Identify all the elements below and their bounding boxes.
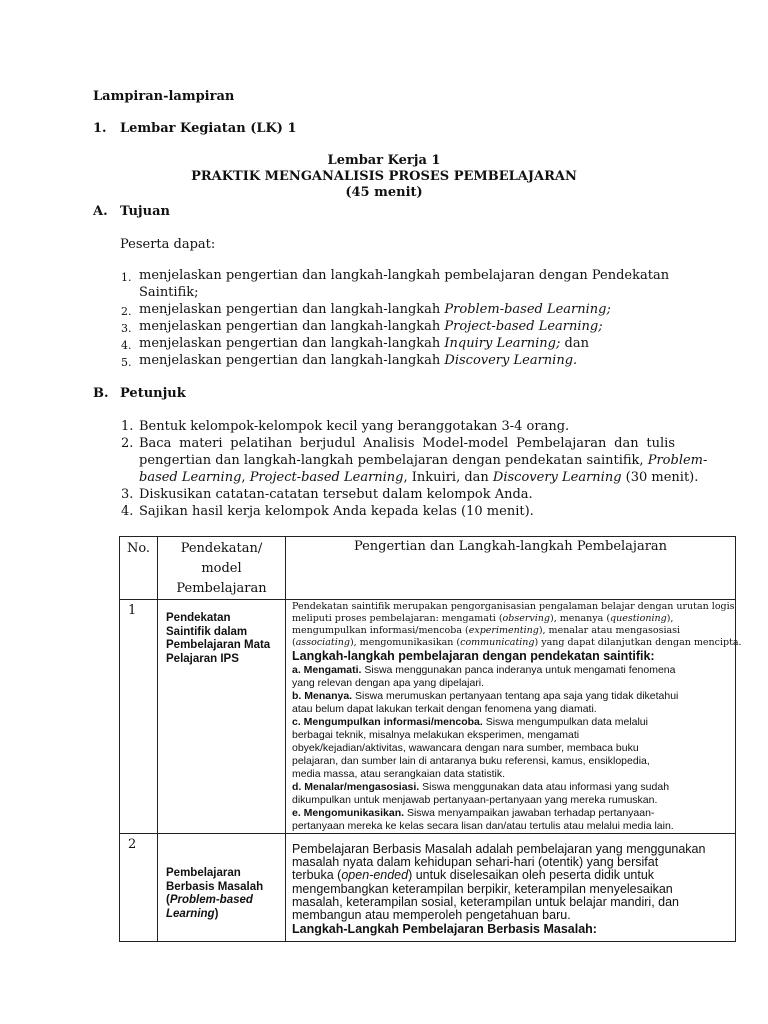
list-item-text-cont: based Learning, Project-based Learning, Inkuiri, dan Discovery Learning (30 menit).	[139, 470, 699, 485]
row-description: Pendekatan saintifik merupakan pengorganisasian pengalaman belajar dengan urutan logis meliputi proses pembelajaran: mengamati (observing), menanya (questioning), mengumpulkan informasi/mencoba (experimenting), menalar atau mengasosiasi (associating), mengomunikasikan (communicating) yang dapat dilanjutkan dengan mencipta. Langkah-langkah pembelajaran dengan pendekatan saintifik: a. Mengamati. Siswa menggunakan panca inderanya untuk mengamati fenomena yang relevan dengan apa yang dipelajari. b. Menanya. Siswa merumuskan pertanyaan tentang apa saja yang tidak diketahui atau belum dapat lakukan terkait dengan fenomena yang diamati. c. Mengumpulkan informasi/mencoba. Siswa mengumpulkan data melalui berbagai teknik, misalnya melakukan eksperimen, mengamati obyek/kejadian/aktivitas, wawancara dengan nara sumber, membaca buku pelajaran, dan sumber lain di antaranya buku referensi, kamus, ensiklopedia, media massa, atau serangkaian data statistik. d. Menalar/mengasosiasi. Siswa menggunakan data atau informasi yang sudah dikumpulkan untuk menjawab pertanyaan-pertanyaan yang mereka rumuskan. e. Mengomunikasikan. Siswa menyampaikan jawaban terhadap pertanyaan- pertanyaan mereka ke kelas secara lisan dan/atau tertulis atau melalui media lain.	[286, 600, 736, 834]
list-item-text-cont: pengertian dan langkah-langkah pembelajaran dengan pendekatan saintifik, Problem-	[139, 453, 708, 468]
list-item: menjelaskan pengertian dan langkah-langkah Discovery Learning.	[139, 353, 578, 368]
list-item-number: 3.	[121, 322, 132, 335]
list-item: menjelaskan pengertian dan langkah-langkah Problem-based Learning;	[139, 302, 611, 317]
row-model: Pendekatan Saintifik dalam Pembelajaran Mata Pelajaran IPS	[158, 600, 286, 834]
sheet-title: Lembar Kerja 1	[327, 153, 441, 168]
sheet-duration: (45 menit)	[345, 185, 423, 200]
list-item-number: 3.	[121, 487, 134, 502]
section1-title: Lembar Kegiatan (LK) 1	[120, 121, 297, 136]
list-item: menjelaskan pengertian dan langkah-langkah Project-based Learning;	[139, 319, 603, 334]
list-item-text: menjelaskan pengertian dan langkah-langkah pembelajaran dengan Pendekatan	[139, 268, 670, 283]
sectionA-title: Tujuan	[120, 204, 170, 219]
row-description: Pembelajaran Berbasis Masalah adalah pembelajaran yang menggunakan masalah nyata dalam kehidupan sehari-hari (otentik) yang bersifat terbuka (open-ended) untuk diselesaikan oleh peserta didik untuk mengembangkan keterampilan berpikir, keterampilan menyelesaikan masalah, keterampilan sosial, keterampilan untuk belajar mandiri, dan membangun atau memperoleh pengetahuan baru. Langkah-Langkah Pembelajaran Berbasis Masalah:	[286, 834, 736, 942]
list-item-text: Diskusikan catatan-catatan tersebut dalam kelompok Anda.	[139, 487, 533, 502]
list-item-text: Baca materi pelatihan berjudul Analisis Model-model Pembelajaran dan tulis	[139, 436, 675, 451]
section1-number: 1.	[93, 121, 107, 136]
header-model: Pendekatan/ model Pembelajaran	[158, 537, 286, 600]
list-item-text: Sajikan hasil kerja kelompok Anda kepada kelas (10 menit).	[139, 504, 534, 519]
steps-title: Langkah-langkah pembelajaran dengan pendekatan saintifik:	[292, 649, 655, 663]
list-item: menjelaskan pengertian dan langkah-langkah Inquiry Learning; dan	[139, 336, 589, 351]
row-number: 1	[120, 600, 158, 834]
table-row	[120, 834, 736, 942]
row-number: 2	[120, 834, 158, 942]
list-item-number: 2.	[121, 305, 132, 318]
header-description: Pengertian dan Langkah-langkah Pembelajaran	[286, 537, 736, 600]
list-item-number: 1.	[121, 271, 132, 284]
list-item-number: 1.	[121, 419, 134, 434]
steps-title: Langkah-Langkah Pembelajaran Berbasis Masalah:	[292, 922, 597, 937]
list-item-number: 5.	[121, 356, 132, 369]
sectionB-letter: B.	[93, 386, 109, 401]
list-item-number: 4.	[121, 339, 132, 352]
list-item-number: 4.	[121, 504, 134, 519]
list-item-text: Bentuk kelompok-kelompok kecil yang beranggotakan 3-4 orang.	[139, 419, 570, 434]
header-no: No.	[120, 537, 158, 600]
sheet-subtitle: PRAKTIK MENGANALISIS PROSES PEMBELAJARAN	[191, 169, 577, 184]
sectionA-letter: A.	[93, 204, 108, 219]
row-model: Pembelajaran Berbasis Masalah (Problem-based Learning)	[158, 834, 286, 942]
appendix-heading: Lampiran-lampiran	[93, 89, 235, 104]
sectionA-intro: Peserta dapat:	[120, 237, 216, 252]
worksheet-table	[119, 536, 742, 942]
table-row	[120, 600, 736, 834]
table-header-row	[120, 537, 736, 600]
sectionB-title: Petunjuk	[120, 386, 186, 401]
list-item-text-cont: Saintifik;	[139, 285, 199, 300]
list-item-number: 2.	[121, 436, 134, 451]
